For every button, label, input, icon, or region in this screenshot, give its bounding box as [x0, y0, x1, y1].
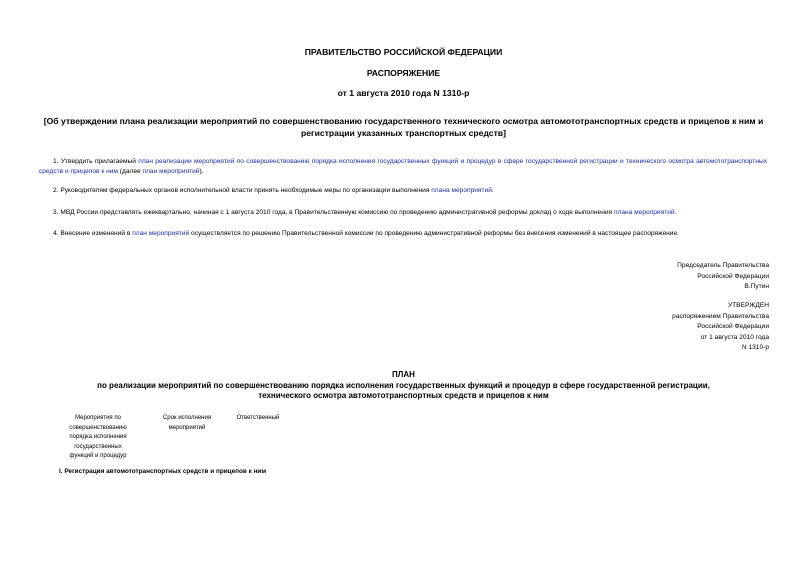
approval-block: УТВЕРЖДЕН распоряжением Правительства Российской Федерации от 1 августа 2010 года N 1310-р	[672, 302, 769, 351]
plan-short-link[interactable]: план мероприятий	[142, 168, 200, 175]
document-type: РАСПОРЯЖЕНИЕ	[366, 68, 441, 78]
plan-link-4[interactable]: план мероприятий	[132, 230, 190, 237]
document-date: от 1 августа 2010 года N 1310-р	[337, 88, 470, 98]
section-heading: I. Регистрация автомототранспортных средств и прицепов к ним	[59, 468, 267, 475]
plan-link-2[interactable]: плана мероприятий	[431, 187, 492, 194]
column-header-deadline: Срок исполнения мероприятий	[162, 415, 212, 431]
plan-link[interactable]: план реализации мероприятий по совершенствованию порядка исполнения государственных функций и процедур в сфере государственной регистрации и технического осмотра автомототранспортных средств и прицепов к ним	[39, 158, 767, 175]
paragraph-4: 4. Внесение изменений в план мероприятий осуществляется по решению Правительственной комиссии по проведению административной реформы без внесения изменений в настоящее распоряжение.	[53, 230, 679, 237]
paragraph-2: 2. Руководителям федеральных органов исполнительной власти принять необходимые меры по организации выполнения плана мероприятий.	[53, 187, 494, 194]
column-header-measures: Мероприятия по совершенствованию порядка исполнения государственных функций и процедур	[69, 415, 127, 459]
plan-title: ПЛАН по реализации мероприятий по совершенствованию порядка исполнения государственных функций и процедур в сфере государственной регистрации, технического осмотра автомототранспортных средств и прицепов к ним	[97, 370, 710, 400]
paragraph-3: 3. МВД России представлять ежеквартально, начиная с 1 августа 2010 года, в Правительственную комиссию по проведению административной реформы доклад о ходе выполнения плана мероприятий.	[53, 209, 677, 216]
column-header-responsible: Ответственный	[236, 415, 280, 421]
plan-link-3[interactable]: плана мероприятий	[613, 209, 675, 216]
government-heading: ПРАВИТЕЛЬСТВО РОССИЙСКОЙ ФЕДЕРАЦИИ	[304, 47, 503, 57]
paragraph-1: 1. Утвердить прилагаемый план реализации мероприятий по совершенствованию порядка исполнения государственных функций и процедур в сфере государственной регистрации и технического осмотра автомототранспортных средств и прицепов к ним (далее план мероприятий).	[39, 158, 767, 175]
signature-block: Председатель Правительства Российской Федерации В.Путин	[677, 262, 769, 290]
document-title: [Об утверждении плана реализации мероприятий по совершенствованию государственного технического осмотра автомототранспортных средств и прицепов к ним и регистрации указанных транспортных средств]	[43, 116, 764, 138]
